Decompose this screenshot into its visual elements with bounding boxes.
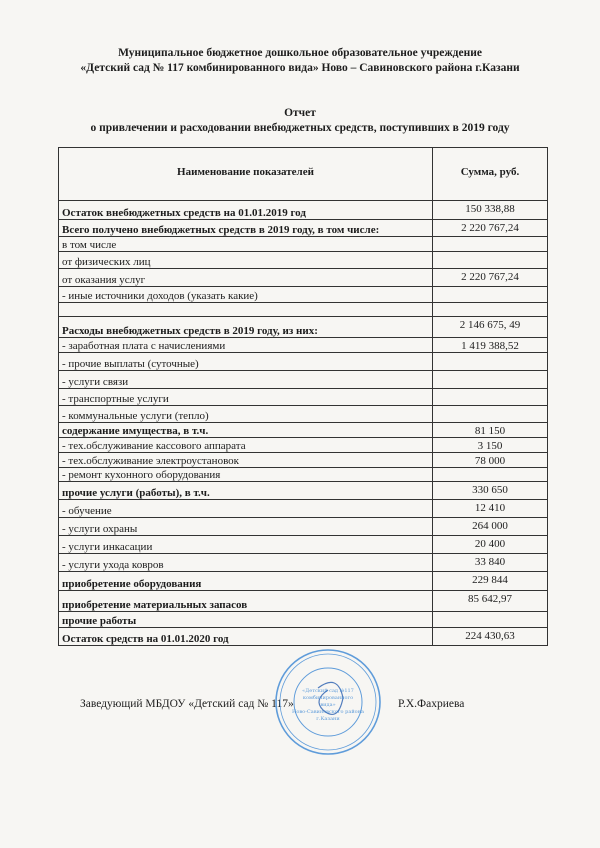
row-label: прочие работы	[59, 612, 433, 628]
row-label: - коммунальные услуги (тепло)	[59, 406, 433, 423]
signatory-name: Р.Х.Фахриева	[398, 698, 465, 710]
table-row	[59, 438, 548, 453]
table-row	[59, 389, 548, 406]
row-label: Остаток внебюджетных средств на 01.01.2019 год	[59, 201, 433, 220]
row-label: - тех.обслуживание электроустановок	[59, 453, 433, 468]
row-label: - услуги ухода ковров	[59, 554, 433, 572]
row-label: - заработная плата с начислениями	[59, 338, 433, 353]
row-value: 12 410	[433, 500, 548, 518]
table-row	[59, 468, 548, 482]
row-label: - услуги инкасации	[59, 536, 433, 554]
table-row	[59, 220, 548, 237]
row-label: Расходы внебюджетных средств в 2019 году, из них:	[59, 317, 433, 338]
table-row	[59, 591, 548, 612]
org-line-1: Муниципальное бюджетное дошкольное образовательное учреждение	[118, 47, 482, 59]
table-row	[59, 269, 548, 287]
table-row	[59, 423, 548, 438]
row-label: - обучение	[59, 500, 433, 518]
row-label: - ремонт кухонного оборудования	[59, 468, 433, 482]
row-label: - прочие выплаты (суточные)	[59, 353, 433, 371]
organization-name	[0, 46, 600, 76]
row-value	[433, 389, 548, 406]
row-value: 85 642,97	[433, 591, 548, 612]
row-value	[433, 237, 548, 252]
row-value	[433, 303, 548, 317]
row-value: 2 220 767,24	[433, 220, 548, 237]
row-label: прочие услуги (работы), в т.ч.	[59, 482, 433, 500]
row-label: в том числе	[59, 237, 433, 252]
row-label: Всего получено внебюджетных средств в 2019 году, в том числе:	[59, 220, 433, 237]
row-value	[433, 353, 548, 371]
row-label: от физических лиц	[59, 252, 433, 269]
row-value	[433, 468, 548, 482]
row-value	[433, 612, 548, 628]
row-value: 20 400	[433, 536, 548, 554]
row-value	[433, 371, 548, 389]
row-label: - услуги охраны	[59, 518, 433, 536]
org-line-2: «Детский сад № 117 комбинированного вида» Ново – Савиновского района г.Казани	[80, 62, 520, 74]
report-title: Отчет	[284, 107, 316, 119]
svg-text:Ново-Савиновского района: Ново-Савиновского района	[292, 709, 364, 715]
table-row	[59, 317, 548, 338]
row-label: приобретение оборудования	[59, 572, 433, 591]
table-row	[59, 201, 548, 220]
row-value: 1 419 388,52	[433, 338, 548, 353]
column-header-name: Наименование показателей	[59, 148, 433, 201]
report-table	[58, 147, 548, 646]
table-row	[59, 453, 548, 468]
row-value: 3 150	[433, 438, 548, 453]
table-row	[59, 628, 548, 646]
row-value: 33 840	[433, 554, 548, 572]
table-row	[59, 612, 548, 628]
table-row	[59, 518, 548, 536]
table-row	[59, 572, 548, 591]
table-row	[59, 303, 548, 317]
table-row	[59, 287, 548, 303]
table-header-row	[59, 148, 548, 201]
svg-text:г.Казани: г.Казани	[316, 716, 340, 722]
row-label	[59, 303, 433, 317]
row-value: 78 000	[433, 453, 548, 468]
row-label: - услуги связи	[59, 371, 433, 389]
row-value: 2 146 675, 49	[433, 317, 548, 338]
column-header-sum: Сумма, руб.	[433, 148, 548, 201]
svg-text:комбинированного: комбинированного	[302, 695, 354, 701]
table-row	[59, 353, 548, 371]
row-value	[433, 287, 548, 303]
row-label: - иные источники доходов (указать какие)	[59, 287, 433, 303]
table-row	[59, 536, 548, 554]
row-label: - транспортные услуги	[59, 389, 433, 406]
row-label: содержание имущества, в т.ч.	[59, 423, 433, 438]
table-row	[59, 554, 548, 572]
svg-text:вида»: вида»	[320, 702, 336, 708]
row-label: - тех.обслуживание кассового аппарата	[59, 438, 433, 453]
row-label: от оказания услуг	[59, 269, 433, 287]
row-value	[433, 252, 548, 269]
table-row	[59, 406, 548, 423]
row-value: 224 430,63	[433, 628, 548, 646]
row-value: 229 844	[433, 572, 548, 591]
row-value: 264 000	[433, 518, 548, 536]
row-label: Остаток средств на 01.01.2020 год	[59, 628, 433, 646]
row-value	[433, 406, 548, 423]
report-title-block	[0, 106, 600, 136]
table-row	[59, 252, 548, 269]
row-value: 81 150	[433, 423, 548, 438]
signatory-position: Заведующий МБДОУ «Детский сад № 117»	[80, 698, 294, 710]
row-label: приобретение материальных запасов	[59, 591, 433, 612]
official-stamp	[268, 648, 388, 758]
svg-text:«Детский сад №117: «Детский сад №117	[302, 688, 354, 694]
table-row	[59, 500, 548, 518]
table-row	[59, 371, 548, 389]
row-value: 330 650	[433, 482, 548, 500]
table-row	[59, 338, 548, 353]
table-row	[59, 237, 548, 252]
row-value: 2 220 767,24	[433, 269, 548, 287]
table-row	[59, 482, 548, 500]
row-value: 150 338,88	[433, 201, 548, 220]
report-subtitle: о привлечении и расходовании внебюджетных средств, поступивших в 2019 году	[90, 122, 510, 134]
